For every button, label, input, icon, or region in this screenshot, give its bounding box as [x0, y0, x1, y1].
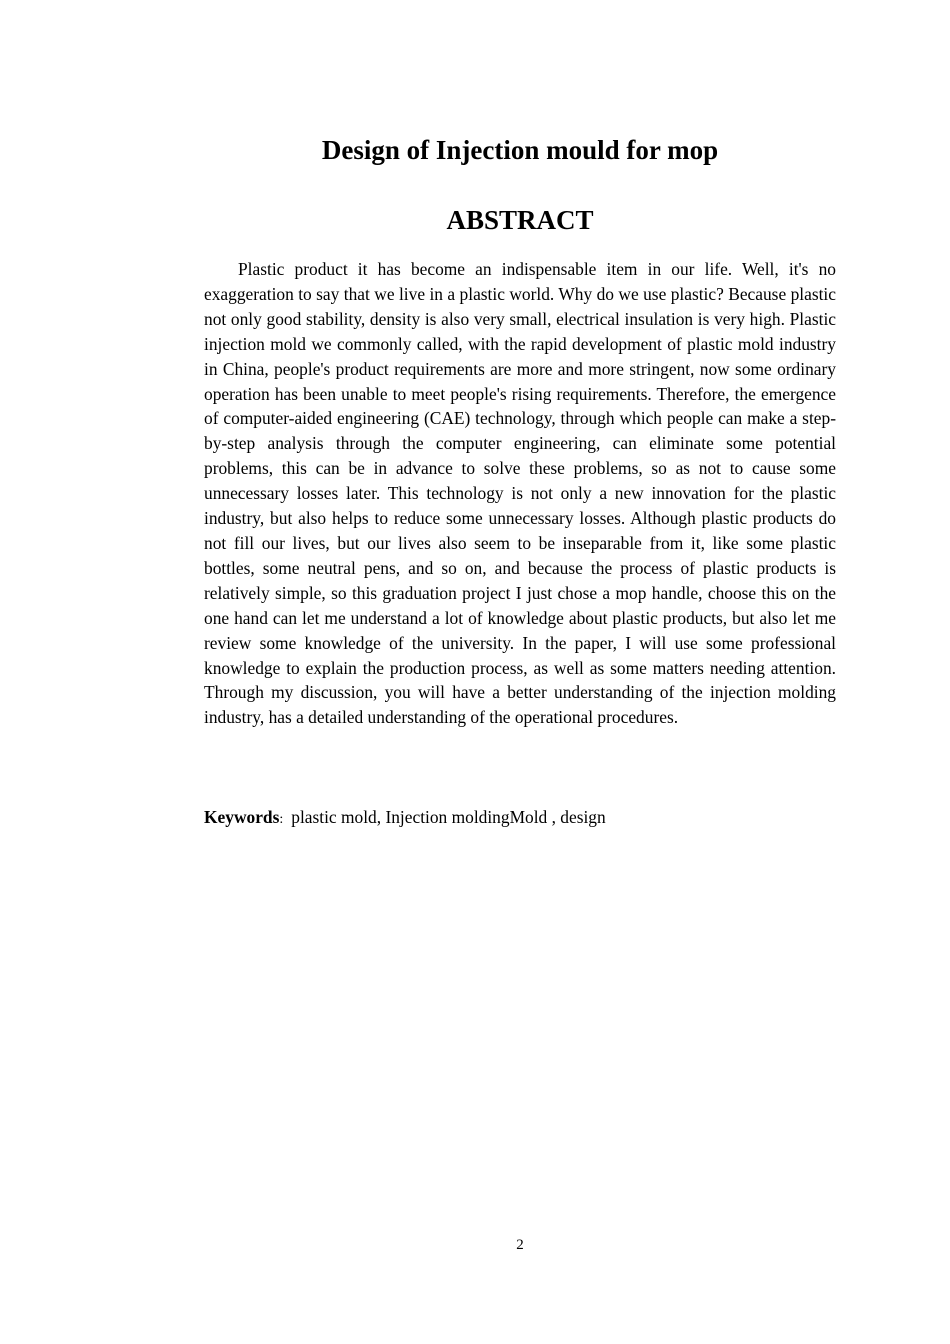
document-title: Design of Injection mould for mop — [321, 135, 719, 165]
abstract-paragraph: Plastic product it has become an indispensable item in our life. Well, it's no exaggeration to say that we live in a plastic world. Why do we use plastic? Because plastic not only good stability, density is also very small, electrical insulation is very high. Plastic injection mold we commonly called, with the rapid development of plastic mold industry in China, people's product requirements are more and more stringent, now some ordinary operation has been unable to meet people's rising requirements. Therefore, the emergence of computer-aided engineering (CAE) technology, through which people can make a step-by-step analysis through the computer engineering, can eliminate some potential problems, this can be in advance to solve these problems, so as not to cause some unnecessary losses later. This technology is not only a new innovation for the plastic industry, but also helps to reduce some unnecessary losses. Although plastic products do not fill our lives, but our lives also seem to be inseparable from it, like some plastic bottles, some neutral pens, and so on, and because the process of plastic products is relatively simple, so this graduation project I just chose a mop handle, choose this on the one hand can let me understand a lot of knowledge about plastic products, but also let me review some knowledge of the university. In the paper, I will use some professional knowledge to explain the production process, as well as some matters needing attention. Through my discussion, you will have a better understanding of the injection molding industry, has a detailed understanding of the operational procedures. — [204, 259, 836, 728]
keywords-line — [204, 805, 836, 833]
page-number: 2 — [516, 1237, 524, 1253]
keywords-separator: : — [279, 812, 284, 827]
keywords-text: plastic mold, Injection moldingMold , design — [291, 807, 606, 827]
abstract-heading: ABSTRACT — [446, 205, 594, 235]
keywords-label: Keywords — [204, 807, 280, 827]
